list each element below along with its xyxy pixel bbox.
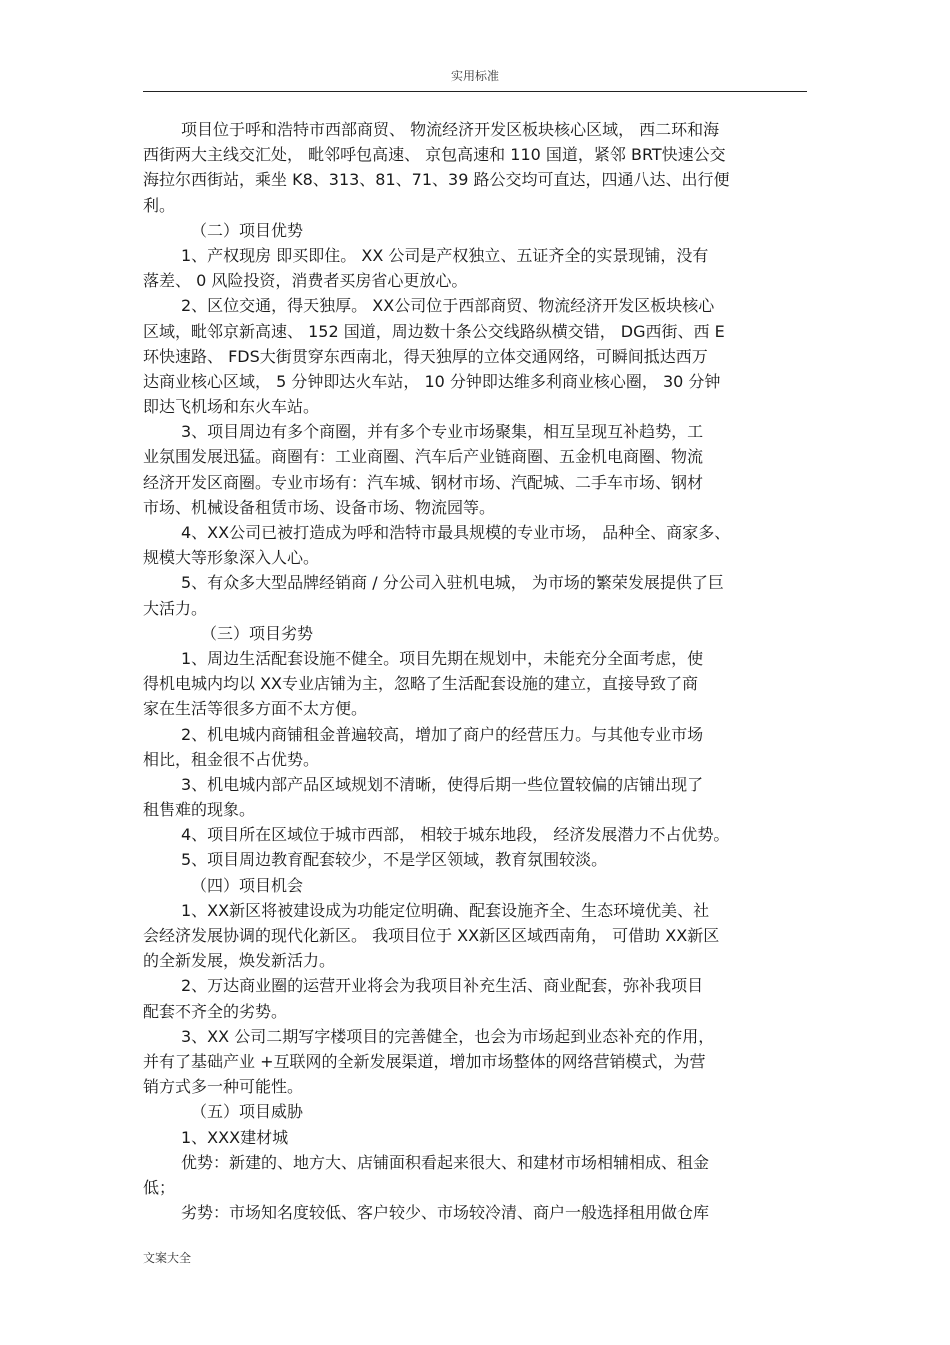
paragraph-line: 销方式多一种可能性。 (143, 1077, 304, 1097)
paragraph-line: 1、周边生活配套设施不健全。项目先期在规划中，未能充分全面考虑，使 (181, 648, 704, 668)
paragraph-line: 环快速路、 FDS大街贯穿东西南北，得天独厚的立体交通网络，可瞬间抵达西万 (143, 346, 708, 366)
section-heading: （五）项目威胁 (191, 1102, 304, 1122)
paragraph-line: 3、项目周边有多个商圈，并有多个专业市场聚集，相互呈现互补趋势，工 (181, 422, 704, 442)
header-divider (143, 91, 807, 92)
paragraph-line: 劣势：市场知名度较低、客户较少、市场较冷清、商户一般选择租用做仓库 (181, 1203, 710, 1223)
page-header: 实用标准 (450, 69, 499, 83)
paragraph-line: 优势：新建的、地方大、店铺面积看起来很大、和建材市场相辅相成、租金 (181, 1152, 710, 1172)
paragraph-line: 得机电城内均以 XX专业店铺为主，忽略了生活配套设施的建立，直接导致了商 (143, 674, 699, 694)
paragraph-line: 落差、 0 风险投资，消费者买房省心更放心。 (143, 271, 468, 291)
paragraph-line: 低； (143, 1177, 176, 1197)
paragraph-line: 2、区位交通，得天独厚。 XX公司位于西部商贸、物流经济开发区板块核心 (181, 296, 715, 316)
paragraph-line: 配套不齐全的劣势。 (143, 1001, 288, 1021)
paragraph-line: 区域，毗邻京新高速、 152 国道，周边数十条公交线路纵横交错， DG西街、西 E (143, 321, 725, 341)
paragraph-line: 即达飞机场和东火车站。 (143, 397, 320, 417)
paragraph-line: 1、XXX建材城 (181, 1127, 289, 1147)
paragraph-line: 2、万达商业圈的运营开业将会为我项目补充生活、商业配套，弥补我项目 (181, 976, 704, 996)
paragraph-line: 4、项目所在区域位于城市西部， 相较于城东地段， 经济发展潜力不占优势。 (181, 825, 730, 845)
paragraph-line: 的全新发展，焕发新活力。 (143, 951, 336, 971)
paragraph-line: 业氛围发展迅猛。商圈有：工业商圈、汽车后产业链商圈、五金机电商圈、物流 (143, 447, 704, 467)
paragraph-line: 家在生活等很多方面不太方便。 (143, 699, 368, 719)
paragraph-line: 3、机电城内部产品区域规划不清晰，使得后期一些位置较偏的店铺出现了 (181, 774, 704, 794)
paragraph-line: 5、有众多大型品牌经销商 / 分公司入驻机电城， 为市场的繁荣发展提供了巨 (181, 573, 724, 593)
section-heading: （三）项目劣势 (201, 623, 314, 643)
paragraph-line: 2、机电城内商铺租金普遍较高，增加了商户的经营压力。与其他专业市场 (181, 724, 704, 744)
paragraph-line: 利。 (143, 195, 176, 215)
paragraph-line: 会经济发展协调的现代化新区。 我项目位于 XX新区区域西南角， 可借助 XX新区 (143, 926, 720, 945)
paragraph-line: 4、XX公司已被打造成为呼和浩特市最具规模的专业市场， 品种全、商家多、 (181, 523, 731, 542)
document-body (143, 117, 807, 1225)
paragraph-line: 西街两大主线交汇处， 毗邻呼包高速、 京包高速和 110 国道，紧邻 BRT快速公交 (143, 145, 726, 165)
page-footer: 文案大全 (143, 1251, 192, 1265)
paragraph-line: 规模大等形象深入人心。 (143, 548, 320, 568)
paragraph-line: 海拉尔西街站，乘坐 K8、313、81、71、39 路公交均可直达，四通八达、出行便 (143, 170, 730, 190)
paragraph-line: 5、项目周边教育配套较少，不是学区领域，教育氛围较淡。 (181, 850, 608, 870)
paragraph-line: 租售难的现象。 (143, 800, 256, 820)
paragraph-line: 相比，租金很不占优势。 (143, 749, 320, 769)
paragraph-line: 1、XX新区将被建设成为功能定位明确、配套设施齐全、生态环境优美、社 (181, 900, 710, 920)
paragraph-line: 并有了基础产业 +互联网的全新发展渠道，增加市场整体的网络营销模式，为营 (143, 1051, 706, 1071)
paragraph-line: 项目位于呼和浩特市西部商贸、 物流经济开发区板块核心区域， 西二环和海 (181, 120, 720, 139)
section-heading: （二）项目优势 (191, 220, 304, 240)
paragraph-line: 达商业核心区域， 5 分钟即达火车站， 10 分钟即达维多利商业核心圈， 30 分钟 (143, 371, 721, 391)
section-heading: （四）项目机会 (191, 875, 304, 895)
paragraph-line: 市场、机械设备租赁市场、设备市场、物流园等。 (143, 497, 496, 517)
paragraph-line: 3、XX 公司二期写字楼项目的完善健全，也会为市场起到业态补充的作用， (181, 1026, 715, 1046)
paragraph-line: 大活力。 (143, 598, 208, 618)
paragraph-line: 经济开发区商圈。专业市场有：汽车城、钢材市场、汽配城、二手车市场、钢材 (143, 472, 704, 492)
paragraph-line: 1、产权现房 即买即住。 XX 公司是产权独立、五证齐全的实景现铺，没有 (181, 245, 709, 265)
